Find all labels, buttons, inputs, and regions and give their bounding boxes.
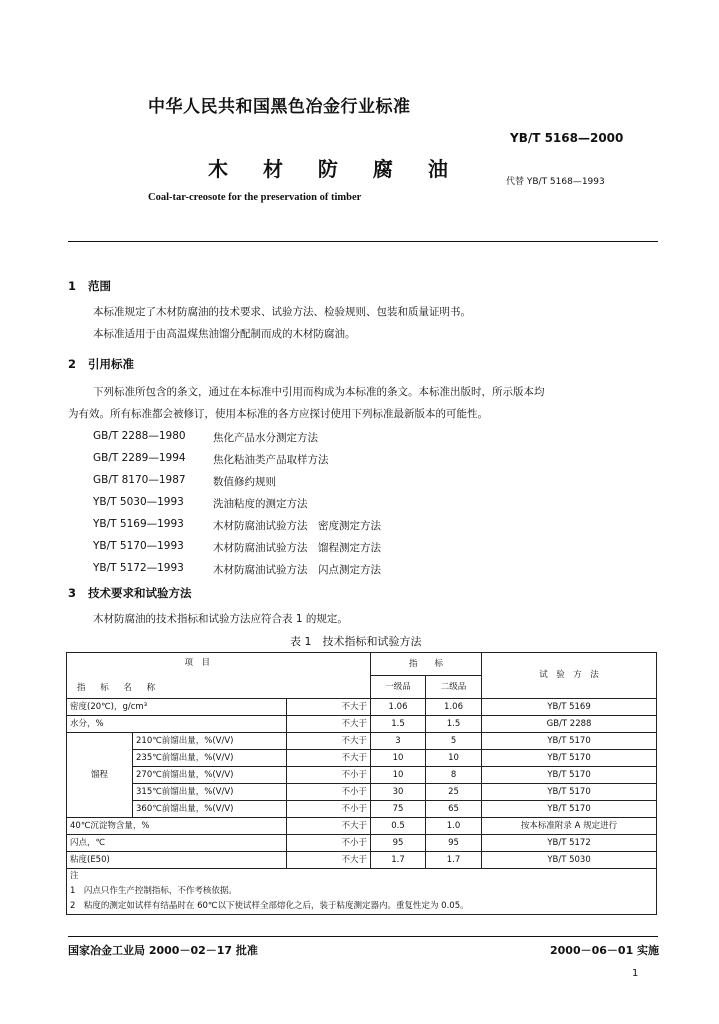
approval-date: 国家冶金工业局 2000－02－17 批准 xyxy=(68,944,258,957)
notes-title: 注 xyxy=(70,871,79,881)
row-name: 水分，% xyxy=(67,716,287,733)
table-row xyxy=(67,818,657,835)
header-grade-1: 一级品 xyxy=(371,676,426,699)
row-method: YB/T 5172 xyxy=(482,835,657,852)
replaces-standard: 代替 YB/T 5168—1993 xyxy=(506,177,605,187)
table-notes xyxy=(67,869,657,915)
row-grade-1: 10 xyxy=(371,767,426,784)
row-grade-1: 1.5 xyxy=(371,716,426,733)
ref-code: YB/T 5170—1993 xyxy=(93,540,184,552)
implementation-date: 2000－06－01 实施 xyxy=(550,944,660,957)
ref-title: 焦化产品水分测定方法 xyxy=(213,432,318,444)
row-grade-1: 75 xyxy=(371,801,426,818)
row-grade-2: 8 xyxy=(426,767,482,784)
row-grade-1: 1.06 xyxy=(371,699,426,716)
table-header-row xyxy=(67,653,657,676)
row-name: 粘度(E50) xyxy=(67,852,287,869)
row-limit: 不大于 xyxy=(287,818,371,835)
ref-code: YB/T 5030—1993 xyxy=(93,496,184,508)
row-method: 按本标准附录 A 规定进行 xyxy=(482,818,657,835)
row-grade-2: 5 xyxy=(426,733,482,750)
table-row xyxy=(67,716,657,733)
section-1-para-2: 本标准适用于由高温煤焦油馏分配制而成的木材防腐油。 xyxy=(93,328,356,340)
header-name-label: 指 标 名 称 xyxy=(77,683,162,693)
ref-title: 数值修约规则 xyxy=(213,476,276,488)
section-number: 1 xyxy=(68,279,77,293)
header-method: 试 验 方 法 xyxy=(482,653,657,699)
row-grade-2: 65 xyxy=(426,801,482,818)
document-title: 木 材 防 腐 油 xyxy=(208,157,462,181)
table-caption: 表 1 技术指标和试验方法 xyxy=(290,635,422,648)
section-title: 技术要求和试验方法 xyxy=(88,586,192,600)
row-method: YB/T 5169 xyxy=(482,699,657,716)
row-limit: 不大于 xyxy=(287,699,371,716)
row-method: YB/T 5030 xyxy=(482,852,657,869)
ref-code: GB/T 8170—1987 xyxy=(93,474,186,486)
row-limit: 不大于 xyxy=(287,852,371,869)
note-2: 2 粘度的测定如试样有结晶时在 60℃以下使试样全部熔化之后，装于粘度测定器内。重复性定为 0.05。 xyxy=(70,901,469,911)
ref-title: 焦化粘油类产品取样方法 xyxy=(213,454,329,466)
row-name: 210℃前馏出量，%(V/V) xyxy=(133,733,287,750)
row-method: YB/T 5170 xyxy=(482,767,657,784)
row-grade-2: 10 xyxy=(426,750,482,767)
row-grade-1: 95 xyxy=(371,835,426,852)
table-notes-row xyxy=(67,869,657,915)
row-method: YB/T 5170 xyxy=(482,750,657,767)
row-grade-2: 1.0 xyxy=(426,818,482,835)
row-limit: 不小于 xyxy=(287,767,371,784)
section-title: 范围 xyxy=(88,279,111,293)
row-name: 270℃前馏出量，%(V/V) xyxy=(133,767,287,784)
section-2-heading xyxy=(68,356,134,372)
page-number: 1 xyxy=(632,968,639,979)
row-grade-2: 1.06 xyxy=(426,699,482,716)
row-name: 360℃前馏出量，%(V/V) xyxy=(133,801,287,818)
row-grade-2: 25 xyxy=(426,784,482,801)
row-grade-1: 10 xyxy=(371,750,426,767)
section-title: 引用标准 xyxy=(88,357,134,371)
row-method: YB/T 5170 xyxy=(482,733,657,750)
section-2-para-line-2: 为有效。所有标准都会被修订，使用本标准的各方应探讨使用下列标准最新版本的可能性。 xyxy=(68,408,488,420)
row-name: 密度(20℃)，g/cm³ xyxy=(67,699,287,716)
row-limit: 不小于 xyxy=(287,784,371,801)
section-number: 3 xyxy=(68,586,77,600)
table-row xyxy=(67,750,657,767)
section-number: 2 xyxy=(68,357,77,371)
ref-code: YB/T 5172—1993 xyxy=(93,562,184,574)
ref-title: 洗油粘度的测定方法 xyxy=(213,498,308,510)
row-limit: 不大于 xyxy=(287,733,371,750)
row-grade-1: 3 xyxy=(371,733,426,750)
ref-title: 木材防腐油试验方法 闪点测定方法 xyxy=(213,564,381,576)
row-limit: 不大于 xyxy=(287,750,371,767)
row-grade-2: 95 xyxy=(426,835,482,852)
header-index: 指 标 xyxy=(371,653,482,676)
row-method: YB/T 5170 xyxy=(482,784,657,801)
section-1-para-1: 本标准规定了木材防腐油的技术要求、试验方法、检验规则、包装和质量证明书。 xyxy=(93,306,471,318)
note-1: 1 闪点只作生产控制指标，不作考核依据。 xyxy=(70,886,237,896)
footer-rule xyxy=(68,936,658,937)
header-item-cell xyxy=(67,653,371,699)
ref-code: YB/T 5169—1993 xyxy=(93,518,184,530)
issuing-body-title: 中华人民共和国黑色冶金行业标准 xyxy=(148,97,411,117)
section-3-heading xyxy=(68,585,192,601)
distillation-group-label: 馏程 xyxy=(67,733,133,818)
table-row xyxy=(67,852,657,869)
row-grade-1: 0.5 xyxy=(371,818,426,835)
spec-table xyxy=(66,652,657,915)
english-title: Coal-tar-creosote for the preservation of timber xyxy=(148,192,362,203)
row-name: 315℃前馏出量，%(V/V) xyxy=(133,784,287,801)
row-limit: 不小于 xyxy=(287,801,371,818)
ref-code: GB/T 2288—1980 xyxy=(93,430,186,442)
ref-title: 木材防腐油试验方法 密度测定方法 xyxy=(213,520,381,532)
row-grade-2: 1.5 xyxy=(426,716,482,733)
table-row xyxy=(67,835,657,852)
row-grade-1: 30 xyxy=(371,784,426,801)
row-name: 闪点，℃ xyxy=(67,835,287,852)
header-item-label: 项 目 xyxy=(184,658,211,668)
table-row xyxy=(67,733,657,750)
section-1-heading xyxy=(68,278,111,294)
header-rule xyxy=(68,241,658,242)
table-row xyxy=(67,801,657,818)
table-row xyxy=(67,699,657,716)
row-limit: 不小于 xyxy=(287,835,371,852)
row-grade-1: 1.7 xyxy=(371,852,426,869)
row-limit: 不大于 xyxy=(287,716,371,733)
ref-code: GB/T 2289—1994 xyxy=(93,452,186,464)
table-row xyxy=(67,767,657,784)
section-2-para-line-1: 下列标准所包含的条文，通过在本标准中引用而构成为本标准的条文。本标准出版时，所示版本均 xyxy=(93,386,545,398)
row-name: 40℃沉淀物含量，% xyxy=(67,818,287,835)
row-grade-2: 1.7 xyxy=(426,852,482,869)
row-method: YB/T 5170 xyxy=(482,801,657,818)
section-3-para-1: 木材防腐油的技术指标和试验方法应符合表 1 的规定。 xyxy=(93,613,348,625)
table-row xyxy=(67,784,657,801)
row-name: 235℃前馏出量，%(V/V) xyxy=(133,750,287,767)
standard-number: YB/T 5168—2000 xyxy=(510,131,624,145)
row-method: GB/T 2288 xyxy=(482,716,657,733)
ref-title: 木材防腐油试验方法 馏程测定方法 xyxy=(213,542,381,554)
header-grade-2: 二级品 xyxy=(426,676,482,699)
